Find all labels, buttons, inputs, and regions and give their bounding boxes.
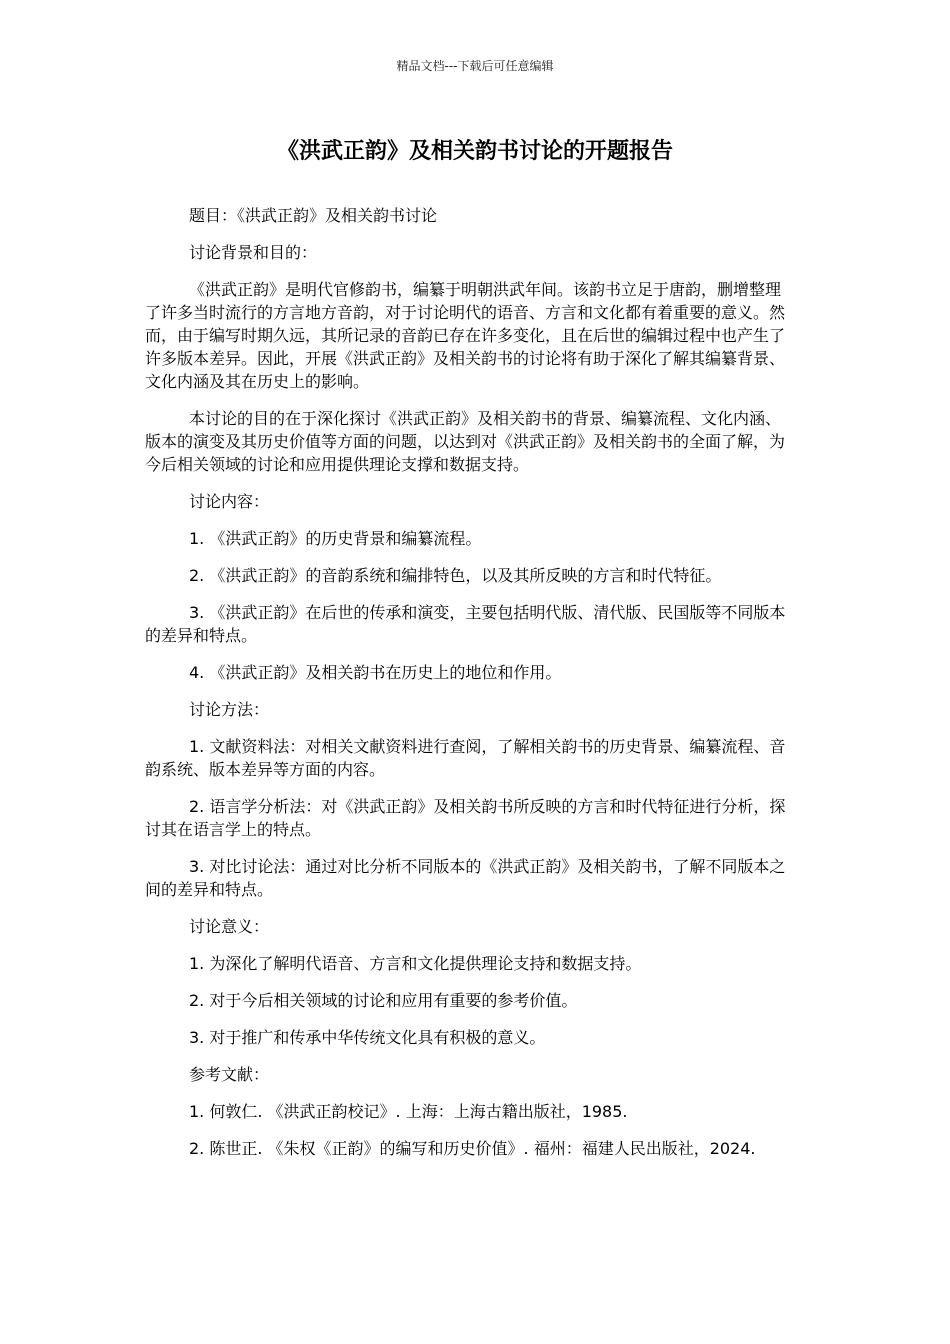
purpose-paragraph: 本讨论的目的在于深化探讨《洪武正韵》及相关韵书的背景、编纂流程、文化内涵、版本的演变及其历史价值等方面的问题，以达到对《洪武正韵》及相关韵书的全面了解，为今后相关领域的讨论和应用提供理论支撑和数据支持。 — [145, 409, 786, 474]
method-item-1: 1. 文献资料法：对相关文献资料进行查阅，了解相关韵书的历史背景、编纂流程、音韵系统、版本差异等方面的内容。 — [145, 737, 786, 779]
method-item-3: 3. 对比讨论法：通过对比分析不同版本的《洪武正韵》及相关韵书，了解不同版本之间的差异和特点。 — [145, 857, 786, 899]
page-header: 精品文档---下载后可任意编辑 — [396, 59, 554, 73]
section-heading-references: 参考文献： — [189, 1065, 270, 1084]
content-item-4: 4. 《洪武正韵》及相关韵书在历史上的地位和作用。 — [189, 663, 562, 682]
subject-line: 题目：《洪武正韵》及相关韵书讨论 — [189, 206, 438, 225]
significance-item-1: 1. 为深化了解明代语音、方言和文化提供理论支持和数据支持。 — [189, 954, 642, 973]
reference-item-1: 1. 何敦仁. 《洪武正韵校记》. 上海：上海古籍出版社，1985. — [189, 1102, 628, 1121]
method-item-2: 2. 语言学分析法：对《洪武正韵》及相关韵书所反映的方言和时代特征进行分析，探讨其在语言学上的特点。 — [145, 797, 786, 839]
section-heading-background: 讨论背景和目的： — [189, 243, 318, 262]
document-title: 《洪武正韵》及相关韵书讨论的开题报告 — [276, 139, 673, 164]
section-heading-significance: 讨论意义： — [189, 917, 270, 936]
section-heading-methods: 讨论方法： — [189, 700, 270, 719]
document-body — [145, 204, 795, 1174]
content-item-3: 3. 《洪武正韵》在后世的传承和演变，主要包括明代版、清代版、民国版等不同版本的差异和特点。 — [145, 603, 786, 645]
significance-item-3: 3. 对于推广和传承中华传统文化具有积极的意义。 — [189, 1028, 546, 1047]
reference-item-2: 2. 陈世正. 《朱权《正韵》的编写和历史价值》. 福州：福建人民出版社，2024. — [189, 1139, 756, 1158]
background-paragraph: 《洪武正韵》是明代官修韵书，编纂于明朝洪武年间。该韵书立足于唐韵，删增整理了许多当时流行的方言地方音韵，对于讨论明代的语音、方言和文化都有着重要的意义。然而，由于编写时期久远，其所记录的音韵已存在许多变化，且在后世的编辑过程中也产生了许多版本差异。因此，开展《洪武正韵》及相关韵书的讨论将有助于深化了解其编纂背景、文化内涵及其在历史上的影响。 — [145, 280, 786, 391]
significance-item-2: 2. 对于今后相关领域的讨论和应用有重要的参考价值。 — [189, 991, 578, 1010]
content-item-2: 2. 《洪武正韵》的音韵系统和编排特色，以及其所反映的方言和时代特征。 — [189, 566, 722, 585]
content-item-1: 1. 《洪武正韵》的历史背景和编纂流程。 — [189, 529, 482, 548]
section-heading-content: 讨论内容： — [189, 492, 270, 511]
